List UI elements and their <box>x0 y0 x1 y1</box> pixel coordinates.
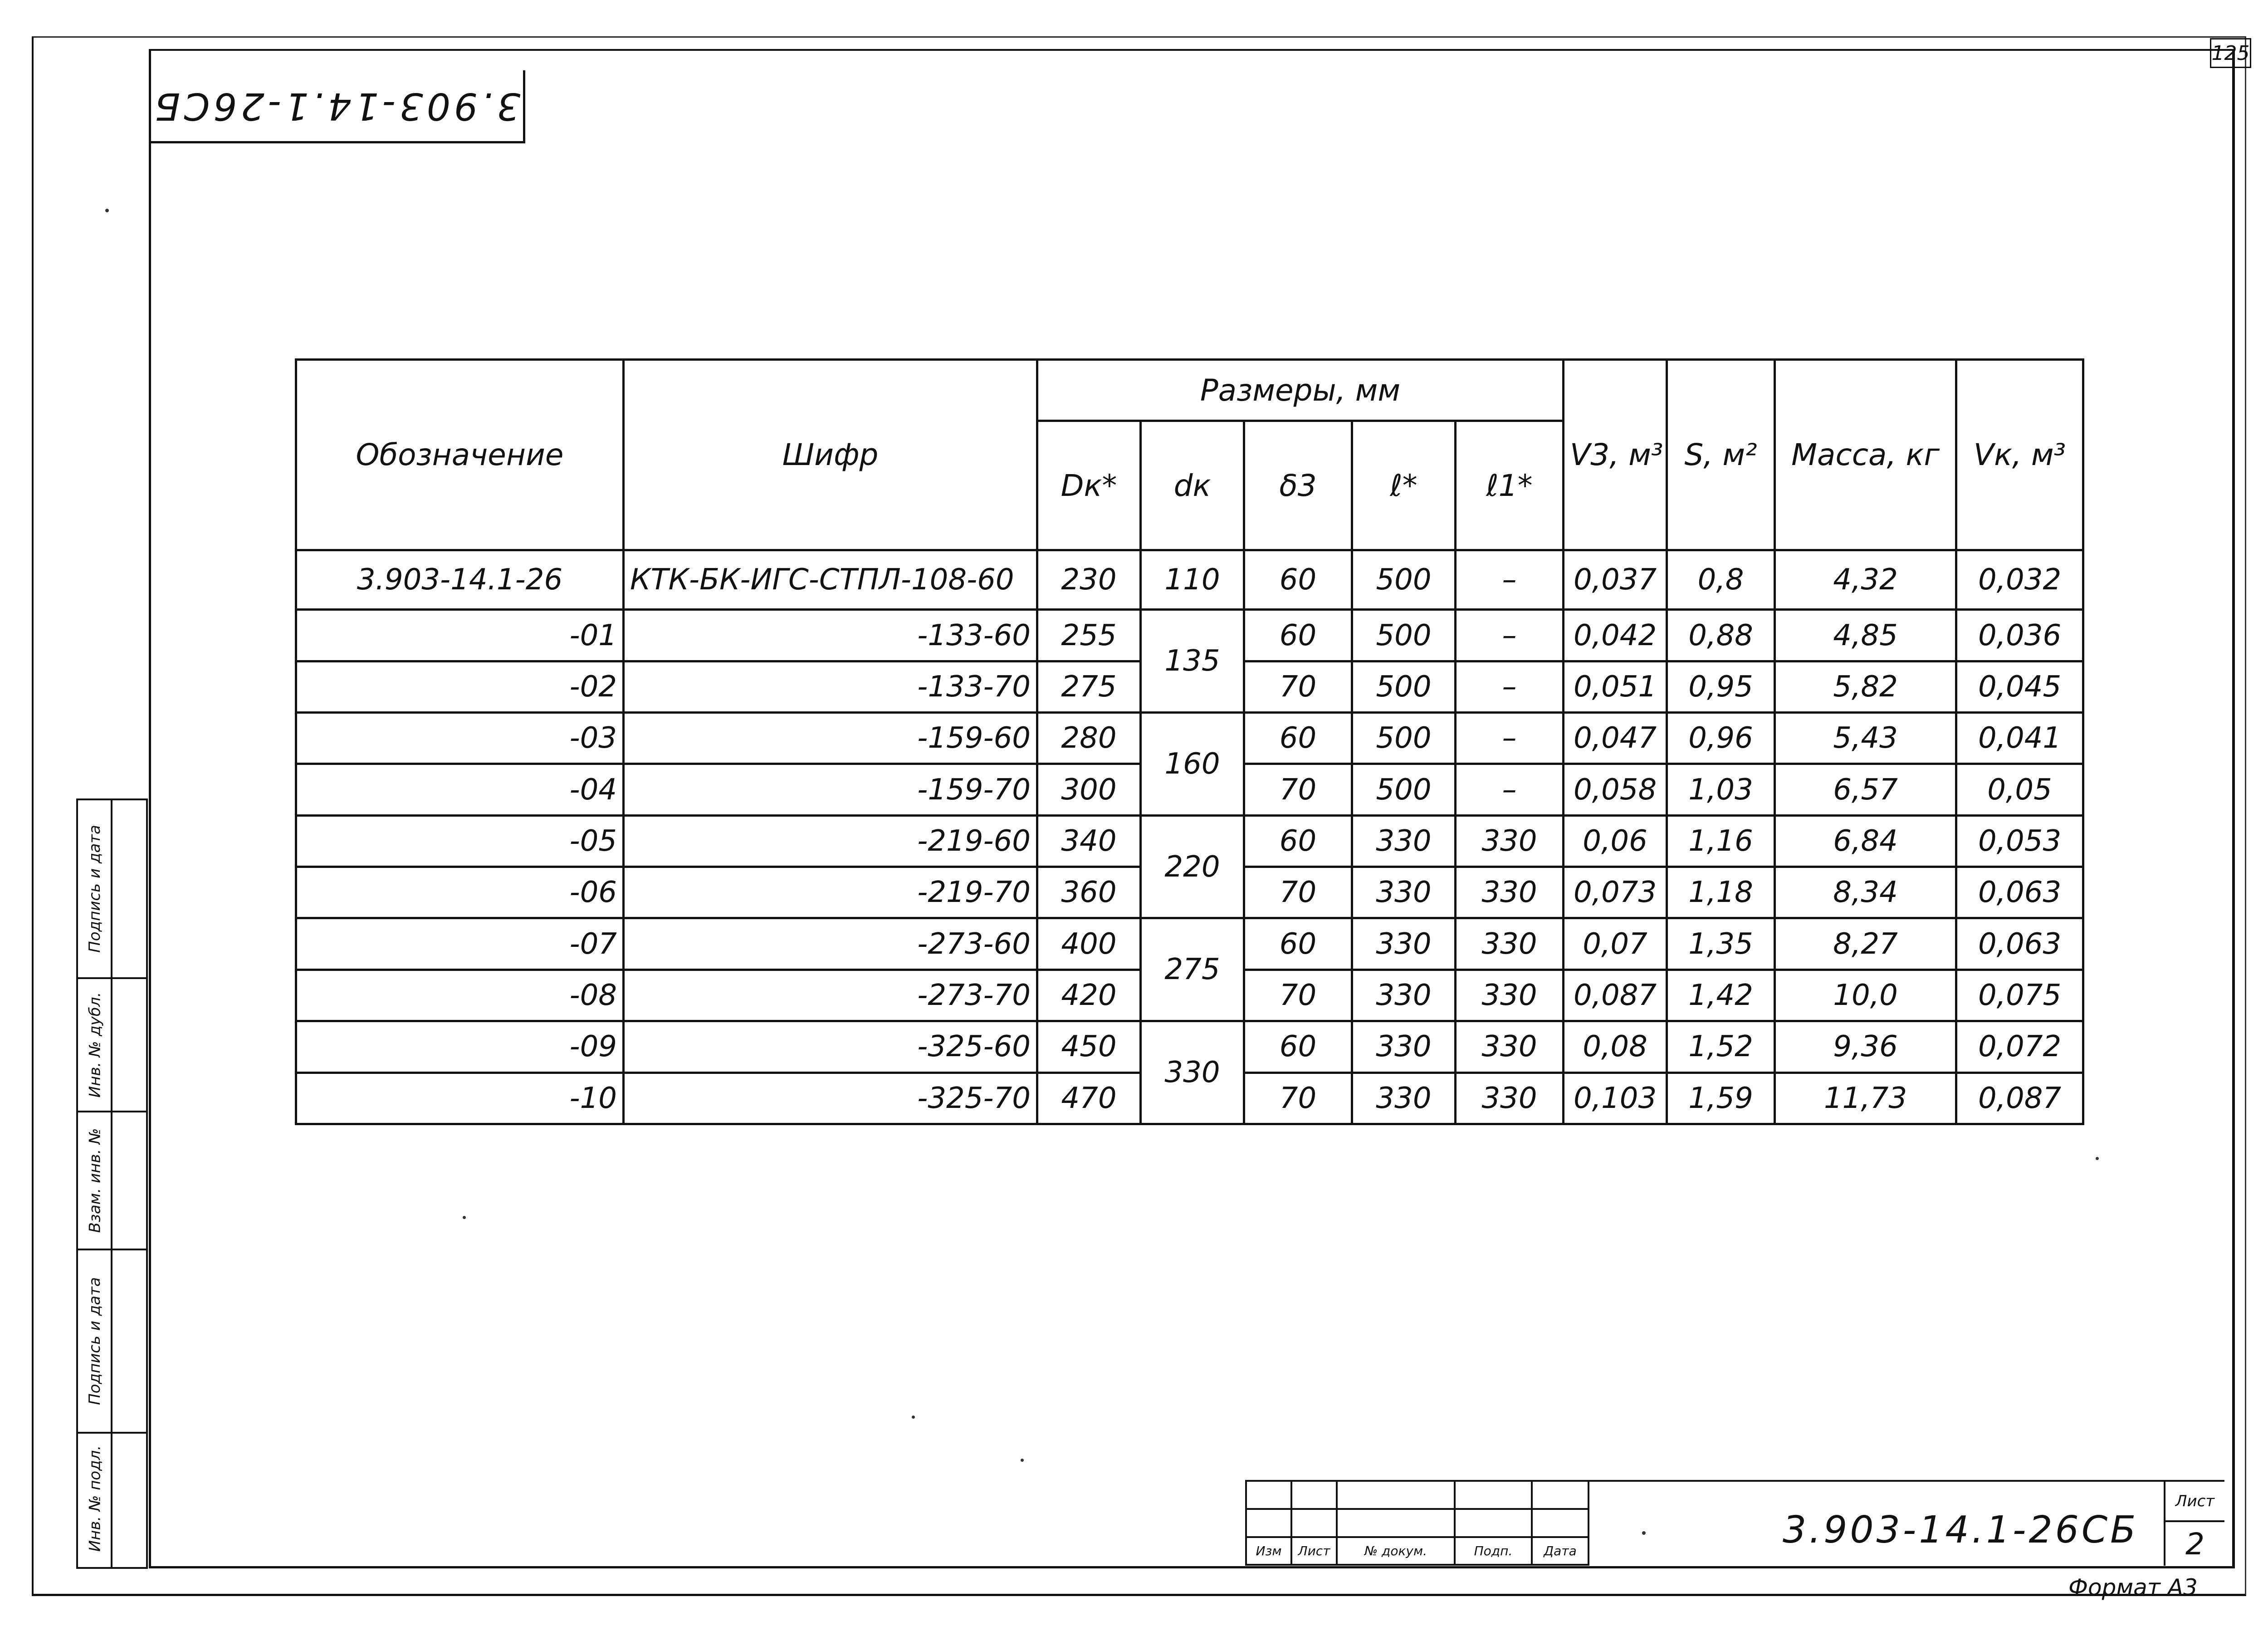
cell-v3: 0,08 <box>1564 1021 1667 1073</box>
cell-vk: 0,075 <box>1956 970 2083 1021</box>
cell-dk-outer: 255 <box>1037 610 1141 661</box>
cell-designation: -04 <box>296 764 624 815</box>
header-designation: Обозначение <box>296 360 624 550</box>
cell-vk: 0,045 <box>1956 661 2083 712</box>
cell-vk: 0,053 <box>1956 815 2083 867</box>
label-sheet: Лист <box>1291 1537 1337 1565</box>
cell-l: 500 <box>1352 764 1456 815</box>
scan-speck <box>1021 1459 1024 1462</box>
cell-mass: 5,43 <box>1775 713 1956 764</box>
side-approval-strip <box>76 798 148 1569</box>
cell-l: 330 <box>1352 1021 1456 1073</box>
format-label: Формат А3 <box>2068 1574 2198 1601</box>
cell-delta3: 60 <box>1244 1021 1352 1073</box>
cell-designation: -05 <box>296 815 624 867</box>
cell-delta3: 70 <box>1244 661 1352 712</box>
cell-designation: 3.903-14.1-26 <box>296 550 624 610</box>
cell-vk: 0,032 <box>1956 550 2083 610</box>
cell-dk-outer: 230 <box>1037 550 1141 610</box>
cell-delta3: 70 <box>1244 970 1352 1021</box>
cell-vk: 0,072 <box>1956 1021 2083 1073</box>
table-row <box>296 918 2083 970</box>
cell-vk: 0,041 <box>1956 713 2083 764</box>
cell-cipher: -325-70 <box>624 1073 1037 1124</box>
cell-l: 330 <box>1352 867 1456 918</box>
cell-s: 0,88 <box>1667 610 1775 661</box>
cell-designation: -09 <box>296 1021 624 1073</box>
revision-grid <box>1245 1480 1588 1564</box>
cell-s: 1,42 <box>1667 970 1775 1021</box>
page-number: 125 <box>2210 38 2251 68</box>
cell-delta3: 70 <box>1244 867 1352 918</box>
cell-s: 0,96 <box>1667 713 1775 764</box>
cell-dk-outer: 450 <box>1037 1021 1141 1073</box>
label-signature: Подп. <box>1455 1537 1532 1565</box>
cell-dk-outer: 280 <box>1037 713 1141 764</box>
header-l: ℓ* <box>1352 421 1456 550</box>
cell-delta3: 60 <box>1244 610 1352 661</box>
cell-mass: 11,73 <box>1775 1073 1956 1124</box>
cell-vk: 0,05 <box>1956 764 2083 815</box>
cell-dk-inner: 330 <box>1141 1021 1244 1124</box>
cell-cipher: -325-60 <box>624 1021 1037 1073</box>
strip-label-replacement-inventory: Взам. инв. № <box>86 1128 104 1233</box>
scan-speck <box>1642 1531 1646 1535</box>
cell-s: 0,95 <box>1667 661 1775 712</box>
cell-cipher: -159-70 <box>624 764 1037 815</box>
cell-dk-outer: 420 <box>1037 970 1141 1021</box>
cell-s: 1,35 <box>1667 918 1775 970</box>
cell-l1: 330 <box>1456 1073 1564 1124</box>
cell-cipher: -219-60 <box>624 815 1037 867</box>
cell-dk-outer: 470 <box>1037 1073 1141 1124</box>
scan-speck <box>2096 1157 2099 1160</box>
cell-delta3: 60 <box>1244 918 1352 970</box>
cell-v3: 0,051 <box>1564 661 1667 712</box>
cell-cipher: -273-70 <box>624 970 1037 1021</box>
top-stamp-text: 3.903-14.1-26СБ <box>151 84 521 127</box>
sheet-label: Лист <box>2165 1482 2224 1522</box>
table-row <box>296 610 2083 661</box>
header-dimensions: Размеры, мм <box>1037 360 1564 421</box>
cell-dk-inner: 160 <box>1141 713 1244 816</box>
top-document-stamp <box>149 70 525 143</box>
header-v3: V3, м³ <box>1564 360 1667 550</box>
header-cipher: Шифр <box>624 360 1037 550</box>
cell-l: 330 <box>1352 970 1456 1021</box>
cell-l: 500 <box>1352 610 1456 661</box>
label-date: Дата <box>1532 1537 1589 1565</box>
cell-s: 1,16 <box>1667 815 1775 867</box>
cell-delta3: 60 <box>1244 550 1352 610</box>
cell-v3: 0,047 <box>1564 713 1667 764</box>
cell-v3: 0,087 <box>1564 970 1667 1021</box>
cell-l1: 330 <box>1456 815 1564 867</box>
cell-l: 500 <box>1352 661 1456 712</box>
cell-v3: 0,058 <box>1564 764 1667 815</box>
cell-s: 1,52 <box>1667 1021 1775 1073</box>
cell-mass: 8,27 <box>1775 918 1956 970</box>
table-row <box>296 815 2083 867</box>
cell-cipher: -159-60 <box>624 713 1037 764</box>
table-row <box>296 550 2083 610</box>
cell-delta3: 60 <box>1244 815 1352 867</box>
cell-cipher: КТК-БК-ИГС-СТПЛ-108-60 <box>624 550 1037 610</box>
cell-v3: 0,037 <box>1564 550 1667 610</box>
cell-dk-outer: 275 <box>1037 661 1141 712</box>
cell-l1: – <box>1456 610 1564 661</box>
cell-l1: 330 <box>1456 1021 1564 1073</box>
cell-designation: -06 <box>296 867 624 918</box>
cell-l1: – <box>1456 713 1564 764</box>
cell-dk-inner: 135 <box>1141 610 1244 713</box>
cell-l: 500 <box>1352 550 1456 610</box>
cell-vk: 0,087 <box>1956 1073 2083 1124</box>
cell-vk: 0,063 <box>1956 867 2083 918</box>
strip-label-dup-inventory: Инв. № дубл. <box>86 992 104 1098</box>
cell-s: 0,8 <box>1667 550 1775 610</box>
cell-dk-outer: 400 <box>1037 918 1141 970</box>
cell-v3: 0,103 <box>1564 1073 1667 1124</box>
cell-cipher: -273-60 <box>624 918 1037 970</box>
cell-l1: – <box>1456 661 1564 712</box>
cell-l: 330 <box>1352 1073 1456 1124</box>
cell-designation: -03 <box>296 713 624 764</box>
cell-cipher: -133-70 <box>624 661 1037 712</box>
cell-mass: 4,32 <box>1775 550 1956 610</box>
cell-s: 1,59 <box>1667 1073 1775 1124</box>
header-dk-inner: dк <box>1141 421 1244 550</box>
header-vk: Vк, м³ <box>1956 360 2083 550</box>
cell-l1: 330 <box>1456 918 1564 970</box>
scan-speck <box>463 1216 466 1219</box>
header-mass: Масса, кг <box>1775 360 1956 550</box>
strip-label-signature-date-2: Подпись и дата <box>86 825 104 953</box>
strip-label-signature-date-1: Подпись и дата <box>86 1277 104 1405</box>
header-dk-outer: Dк* <box>1037 421 1141 550</box>
cell-designation: -08 <box>296 970 624 1021</box>
scan-speck <box>105 209 109 212</box>
cell-v3: 0,07 <box>1564 918 1667 970</box>
cell-l: 500 <box>1352 713 1456 764</box>
cell-mass: 8,34 <box>1775 867 1956 918</box>
cell-s: 1,03 <box>1667 764 1775 815</box>
cell-mass: 10,0 <box>1775 970 1956 1021</box>
cell-dk-outer: 340 <box>1037 815 1141 867</box>
sheet-number: 2 <box>2185 1526 2204 1562</box>
cell-vk: 0,036 <box>1956 610 2083 661</box>
label-doc-number: № докум. <box>1337 1537 1455 1565</box>
cell-designation: -02 <box>296 661 624 712</box>
cell-v3: 0,06 <box>1564 815 1667 867</box>
document-code: 3.903-14.1-26СБ <box>1783 1509 2139 1552</box>
cell-dk-inner: 220 <box>1141 815 1244 918</box>
cell-dk-outer: 300 <box>1037 764 1141 815</box>
cell-designation: -10 <box>296 1073 624 1124</box>
strip-label-original-inventory: Инв. № подл. <box>86 1445 104 1552</box>
cell-mass: 9,36 <box>1775 1021 1956 1073</box>
cell-designation: -01 <box>296 610 624 661</box>
header-s: S, м² <box>1667 360 1775 550</box>
cell-l: 330 <box>1352 918 1456 970</box>
cell-cipher: -133-60 <box>624 610 1037 661</box>
cell-delta3: 70 <box>1244 764 1352 815</box>
table-row <box>296 713 2083 764</box>
cell-l1: – <box>1456 550 1564 610</box>
table-row <box>296 1021 2083 1073</box>
header-delta3: δ3 <box>1244 421 1352 550</box>
cell-dk-inner: 110 <box>1141 550 1244 610</box>
cell-mass: 6,57 <box>1775 764 1956 815</box>
cell-s: 1,18 <box>1667 867 1775 918</box>
sheet-number-box <box>2164 1480 2224 1566</box>
cell-l: 330 <box>1352 815 1456 867</box>
cell-mass: 4,85 <box>1775 610 1956 661</box>
cell-mass: 6,84 <box>1775 815 1956 867</box>
scan-speck <box>912 1416 915 1419</box>
cell-l1: 330 <box>1456 970 1564 1021</box>
cell-mass: 5,82 <box>1775 661 1956 712</box>
cell-dk-outer: 360 <box>1037 867 1141 918</box>
cell-dk-inner: 275 <box>1141 918 1244 1021</box>
cell-delta3: 60 <box>1244 713 1352 764</box>
specification-table <box>295 358 2084 1125</box>
cell-cipher: -219-70 <box>624 867 1037 918</box>
cell-designation: -07 <box>296 918 624 970</box>
cell-v3: 0,042 <box>1564 610 1667 661</box>
label-change: Изм <box>1246 1537 1291 1565</box>
cell-delta3: 70 <box>1244 1073 1352 1124</box>
cell-l1: 330 <box>1456 867 1564 918</box>
cell-v3: 0,073 <box>1564 867 1667 918</box>
cell-l1: – <box>1456 764 1564 815</box>
cell-vk: 0,063 <box>1956 918 2083 970</box>
header-l1: ℓ1* <box>1456 421 1564 550</box>
